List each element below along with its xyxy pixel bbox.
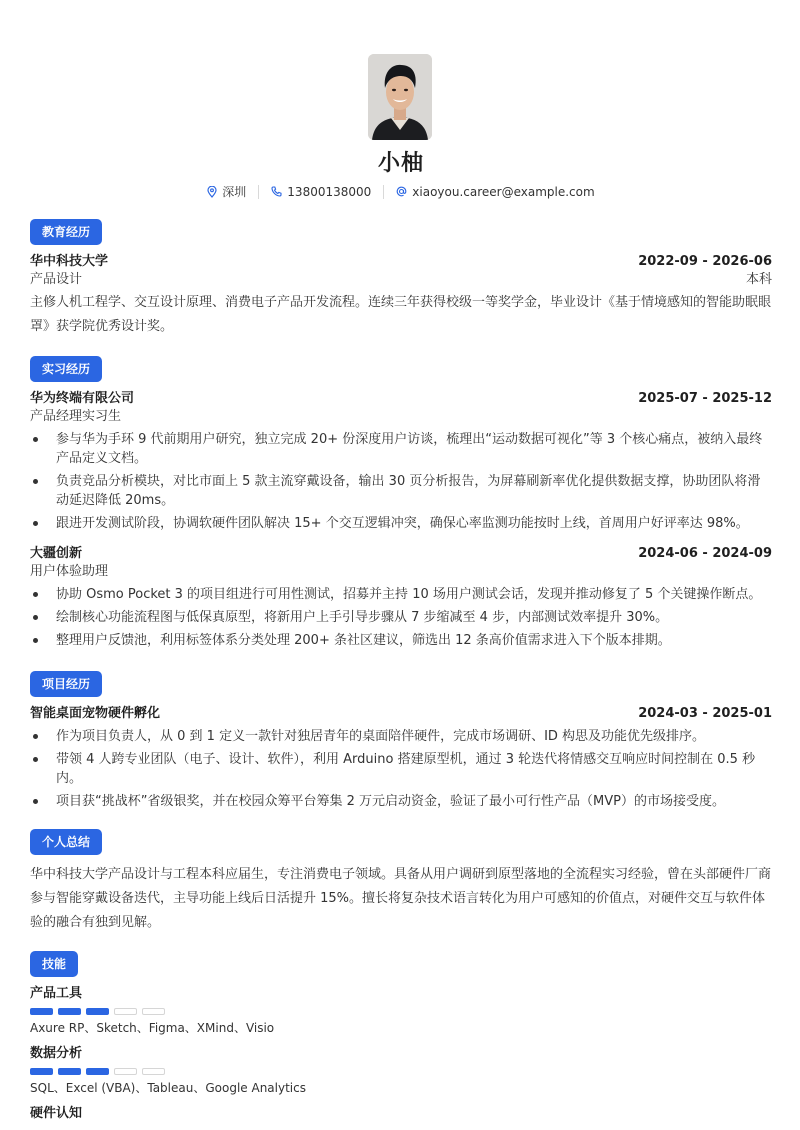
level-segment-filled bbox=[58, 1068, 81, 1075]
skill-name: 产品工具 bbox=[30, 986, 83, 1001]
degree: 本科 bbox=[745, 272, 772, 287]
level-segment-filled bbox=[86, 1008, 109, 1015]
level-segment-empty bbox=[142, 1068, 165, 1075]
bullet-item: 绘制核心功能流程图与低保真原型，将新用户上手引导步骤从 7 步缩减至 4 步，内部测试效率提升 30%。 bbox=[30, 608, 772, 627]
internship-date: 2025-07 - 2025-12 bbox=[638, 391, 772, 406]
project-name: 智能桌面宠物硬件孵化 bbox=[30, 706, 161, 721]
bullet-item: 带领 4 人跨专业团队（电子、设计、软件），利用 Arduino 搭建原型机，通过 3 轮迭代将情感交互响应时间控制在 0.5 秒内。 bbox=[30, 750, 772, 788]
education-entry bbox=[30, 253, 772, 339]
company-name: 华为终端有限公司 bbox=[30, 391, 135, 406]
education-date: 2022-09 - 2026-06 bbox=[638, 254, 772, 269]
bullet-item: 项目获“挑战杯”省级银奖，并在校园众筹平台筹集 2 万元启动资金，验证了最小可行性产品（MVP）的市场接受度。 bbox=[30, 792, 772, 811]
contact-divider bbox=[258, 185, 259, 199]
contact-email bbox=[396, 185, 594, 199]
bullet-item: 负责竞品分析模块，对比市面上 5 款主流穿戴设备，输出 30 页分析报告，为屏幕刷新率优化提供数据支撑，协助团队将滑动延迟降低 20ms。 bbox=[30, 472, 772, 510]
skill-description: Axure RP、Sketch、Figma、XMind、Visio bbox=[30, 1021, 275, 1035]
bullet-item: 协助 Osmo Pocket 3 的项目组进行可用性测试，招募并主持 10 场用户测试会话，发现并推动修复了 5 个关键操作断点。 bbox=[30, 585, 772, 604]
skill-level-bar bbox=[30, 1068, 772, 1075]
section-badge-education: 教育经历 bbox=[30, 219, 102, 245]
bullet-list bbox=[30, 430, 772, 533]
school-name: 华中科技大学 bbox=[30, 254, 109, 269]
bullet-item: 跟进开发测试阶段，协调软硬件团队解决 15+ 个交互逻辑冲突，确保心率监测功能按时上线，首周用户好评率达 98%。 bbox=[30, 514, 772, 533]
internship-entry bbox=[30, 390, 772, 533]
bullet-item: 参与华为手环 9 代前期用户研究，独立完成 20+ 份深度用户访谈，梳理出“运动数据可视化”等 3 个核心痛点，被纳入最终产品定义文档。 bbox=[30, 430, 772, 468]
skill-name: 数据分析 bbox=[30, 1046, 83, 1061]
resume-header bbox=[30, 0, 772, 210]
project-date: 2024-03 - 2025-01 bbox=[638, 706, 772, 721]
skill-name: 硬件认知 bbox=[30, 1106, 83, 1121]
summary-text: 华中科技大学产品设计与工程本科应届生，专注消费电子领域。具备从用户调研到原型落地的全流程实习经验，曾在头部硬件厂商参与智能穿戴设备迭代，主导功能上线后日活提升 15%。擅长将复杂技术语言转化为用户可感知的价值点，对硬件交互与软件体验的融合有独到见解。 bbox=[30, 867, 772, 930]
section-badge-summary: 个人总结 bbox=[30, 829, 102, 855]
level-segment-filled bbox=[30, 1068, 53, 1075]
contact-divider bbox=[383, 185, 384, 199]
role: 产品经理实习生 bbox=[30, 409, 122, 424]
bullet-item: 作为项目负责人，从 0 到 1 定义一款针对独居青年的桌面陪伴硬件，完成市场调研、ID 构思及功能优先级排序。 bbox=[30, 727, 772, 746]
level-segment-filled bbox=[58, 1008, 81, 1015]
resume-page bbox=[30, 0, 772, 1121]
section-badge-projects: 项目经历 bbox=[30, 671, 102, 697]
project-entry bbox=[30, 705, 772, 811]
level-segment-empty bbox=[114, 1068, 137, 1075]
education-section bbox=[30, 219, 772, 339]
bullet-item: 整理用户反馈池，利用标签体系分类处理 200+ 条社区建议，筛选出 12 条高价值需求进入下个版本排期。 bbox=[30, 631, 772, 650]
contact-email-text[interactable]: xiaoyou.career@example.com bbox=[412, 184, 595, 199]
candidate-name: 小柚 bbox=[377, 151, 424, 176]
contact-location bbox=[207, 183, 246, 200]
summary-section bbox=[30, 829, 772, 935]
company-name: 大疆创新 bbox=[30, 546, 83, 561]
contact-location-text: 深圳 bbox=[222, 185, 247, 199]
at-email-icon bbox=[396, 186, 407, 197]
section-badge-skills: 技能 bbox=[30, 951, 78, 977]
internship-date: 2024-06 - 2024-09 bbox=[638, 546, 772, 561]
skill-item bbox=[30, 1105, 772, 1123]
phone-icon bbox=[271, 186, 282, 197]
skill-description: SQL、Excel (VBA)、Tableau、Google Analytics bbox=[30, 1081, 306, 1095]
skill-item bbox=[30, 1045, 772, 1096]
bullet-list bbox=[30, 727, 772, 811]
internship-section bbox=[30, 356, 772, 650]
level-segment-filled bbox=[30, 1008, 53, 1015]
contact-bar bbox=[30, 183, 772, 200]
skill-item bbox=[30, 985, 772, 1036]
section-badge-internship: 实习经历 bbox=[30, 356, 102, 382]
contact-phone-text[interactable]: 13800138000 bbox=[287, 184, 372, 199]
role: 用户体验助理 bbox=[30, 564, 109, 579]
level-segment-empty bbox=[142, 1008, 165, 1015]
bullet-list bbox=[30, 585, 772, 650]
profile-photo bbox=[368, 54, 432, 140]
level-segment-empty bbox=[114, 1008, 137, 1015]
location-pin-icon bbox=[207, 186, 217, 198]
projects-section bbox=[30, 671, 772, 811]
level-segment-filled bbox=[86, 1068, 109, 1075]
education-description: 主修人机工程学、交互设计原理、消费电子产品开发流程。连续三年获得校级一等奖学金，毕业设计《基于情境感知的智能助眠眼罩》获学院优秀设计奖。 bbox=[30, 295, 772, 334]
major: 产品设计 bbox=[30, 272, 83, 287]
contact-phone bbox=[271, 185, 371, 199]
skill-level-bar bbox=[30, 1008, 772, 1015]
skills-section bbox=[30, 951, 772, 1123]
internship-entry bbox=[30, 545, 772, 650]
